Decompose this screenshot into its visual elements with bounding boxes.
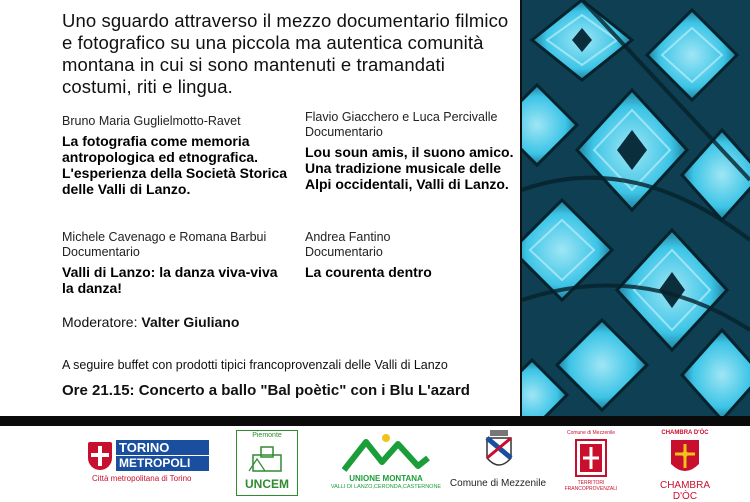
buffet-line: A seguire buffet con prodotti tipici francoprovenzali delle Valli di Lanzo <box>62 358 448 372</box>
talk-subtitle: Documentario <box>62 245 140 259</box>
talk-author: Michele Cavenago e Romana Barbui <box>62 230 267 244</box>
uncem-name: UNCEM <box>245 477 289 491</box>
moderator-line <box>62 314 239 330</box>
chambra-name: CHAMBRA D'ÒC <box>659 480 710 502</box>
francoprov-top-text: Comune di Mezzenile <box>566 430 616 436</box>
torino-metropoli-logo <box>86 438 206 488</box>
talk-author: Bruno Maria Guglielmotto-Ravet <box>62 114 241 128</box>
carving-pattern-graphic <box>522 0 750 416</box>
francoprov-bottom-text: TERRITORI FRANCOPROVENZALI <box>564 480 618 492</box>
torino-line1: TORINO <box>116 440 209 455</box>
talk-subtitle: Documentario <box>305 245 383 259</box>
unione-montana-logo <box>330 430 442 496</box>
dark-band <box>0 416 750 426</box>
uncem-top-text: Piemonte <box>252 432 282 439</box>
moderator-name: Valter Giuliano <box>141 314 240 330</box>
talk-title: Lou soun amis, il suono amico. Una tradizione musicale delle Alpi occidentali, Valli di Lanzo. <box>305 144 514 192</box>
coat-of-arms-icon <box>484 430 514 474</box>
cross-emblem-icon <box>574 438 608 478</box>
mezzenile-logo <box>448 430 548 496</box>
unione-line2: VALLI DI LANZO,CERONDA,CASTERNONE <box>330 484 442 490</box>
talk-title: La courenta dentro <box>305 264 432 280</box>
francoprovenzali-logo <box>566 430 616 496</box>
talk-subtitle: Documentario <box>305 125 383 139</box>
concert-line: Ore 21.15: Concerto a ballo "Bal poètic" con i Blu L'azard <box>62 382 470 399</box>
occitan-cross-icon <box>669 438 701 478</box>
talk-4 <box>305 230 515 280</box>
talk-2 <box>305 110 515 192</box>
talk-1 <box>62 114 292 197</box>
talk-author: Flavio Giacchero e Luca Percivalle <box>305 110 498 124</box>
torino-caption: Città metropolitana di Torino <box>92 474 192 483</box>
mezzenile-text: Comune di Mezzenile <box>449 478 547 489</box>
uncem-logo <box>236 430 298 496</box>
carved-wood-image <box>522 0 750 416</box>
chambra-doc-logo <box>650 430 720 502</box>
talk-3 <box>62 230 292 296</box>
talk-title: La fotografia come memoria antropologica ed etnografica. L'esperienza della Società Storica delle Valli di Lanzo. <box>62 133 288 197</box>
mountains-icon <box>338 432 434 472</box>
shield-icon <box>88 442 112 470</box>
intro-paragraph: Uno sguardo attraverso il mezzo documentario filmico e fotografico su una piccola ma autentica comunità montana in cui si sono mantenuti e tramandati costumi, riti e lingua. <box>62 10 509 97</box>
castle-icon <box>247 443 287 473</box>
unione-line1: UNIONE MONTANA <box>349 474 423 483</box>
talk-title: Valli di Lanzo: la danza viva-viva la danza! <box>62 264 278 296</box>
moderator-label: Moderatore: <box>62 314 142 330</box>
torino-line2: METROPOLI <box>116 456 209 471</box>
talk-author: Andrea Fantino <box>305 230 391 244</box>
chambra-top-text: CHAMBRA D'ÒC <box>661 430 709 436</box>
sponsor-logos-bar <box>0 426 750 500</box>
